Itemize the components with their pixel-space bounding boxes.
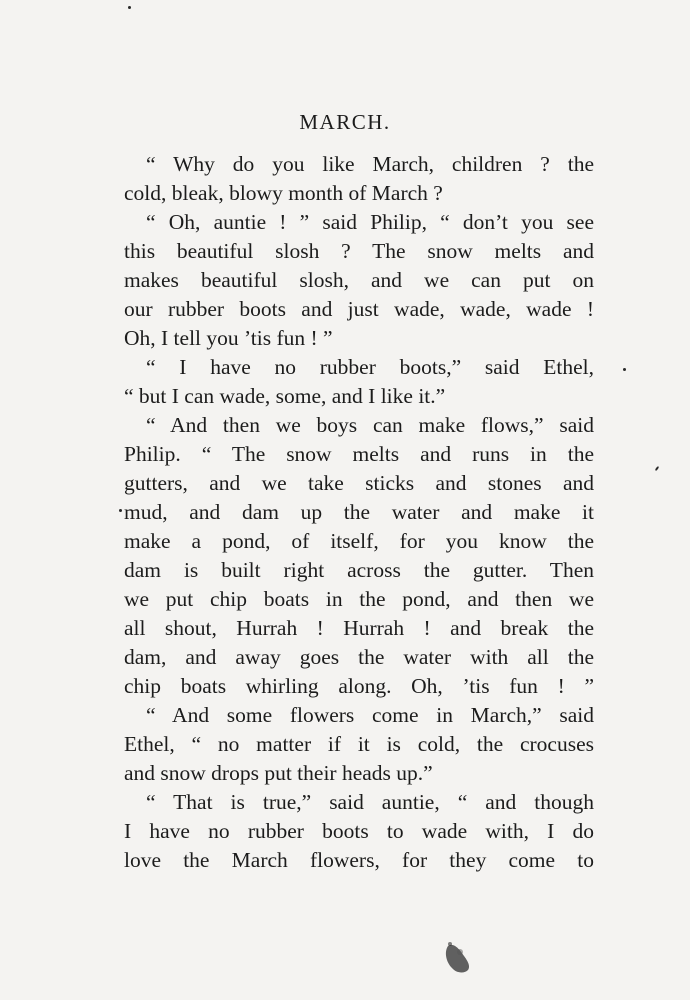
text-line: makes beautiful slosh, and we can put on (124, 268, 594, 292)
text-line: “ And some flowers come in March,” said (146, 703, 594, 727)
text-line: gutters, and we take sticks and stones and (124, 471, 594, 495)
body-text (124, 150, 594, 875)
text-line: and snow drops put their heads up.” (124, 761, 433, 785)
text-line: “ That is true,” said auntie, “ and though (146, 790, 594, 814)
text-line: our rubber boots and just wade, wade, wade ! (124, 297, 594, 321)
text-line: I have no rubber boots to wade with, I do (124, 819, 594, 843)
text-line: Philip. “ The snow melts and runs in the (124, 442, 594, 466)
text-line: all shout, Hurrah ! Hurrah ! and break the (124, 616, 594, 640)
text-line: make a pond, of itself, for you know the (124, 529, 594, 553)
chapter-heading: MARCH. (299, 110, 391, 134)
text-line: “ And then we boys can make flows,” said (146, 413, 594, 437)
text-line: cold, bleak, blowy month of March ? (124, 181, 443, 205)
text-line: “ Why do you like March, children ? the (146, 152, 594, 176)
text-line: “ Oh, auntie ! ” said Philip, “ don’t you see (146, 210, 594, 234)
scan-speck (128, 6, 131, 9)
text-line: mud, and dam up the water and make it (124, 500, 594, 524)
scan-speck (119, 509, 122, 512)
text-line: dam, and away goes the water with all the (124, 645, 594, 669)
text-line: “ but I can wade, some, and I like it.” (124, 384, 446, 408)
text-line: we put chip boats in the pond, and then we (124, 587, 594, 611)
text-line: Ethel, “ no matter if it is cold, the crocuses (124, 732, 594, 756)
text-line: chip boats whirling along. Oh, ’tis fun ! ” (124, 674, 594, 698)
ink-smudge (440, 940, 474, 976)
text-line: “ I have no rubber boots,” said Ethel, (146, 355, 594, 379)
scan-speck (655, 466, 660, 471)
text-line: love the March flowers, for they come to (124, 848, 594, 872)
text-line: Oh, I tell you ’tis fun ! ” (124, 326, 333, 350)
text-line: this beautiful slosh ? The snow melts and (124, 239, 594, 263)
scan-speck (623, 368, 626, 371)
text-line: dam is built right across the gutter. Then (124, 558, 594, 582)
